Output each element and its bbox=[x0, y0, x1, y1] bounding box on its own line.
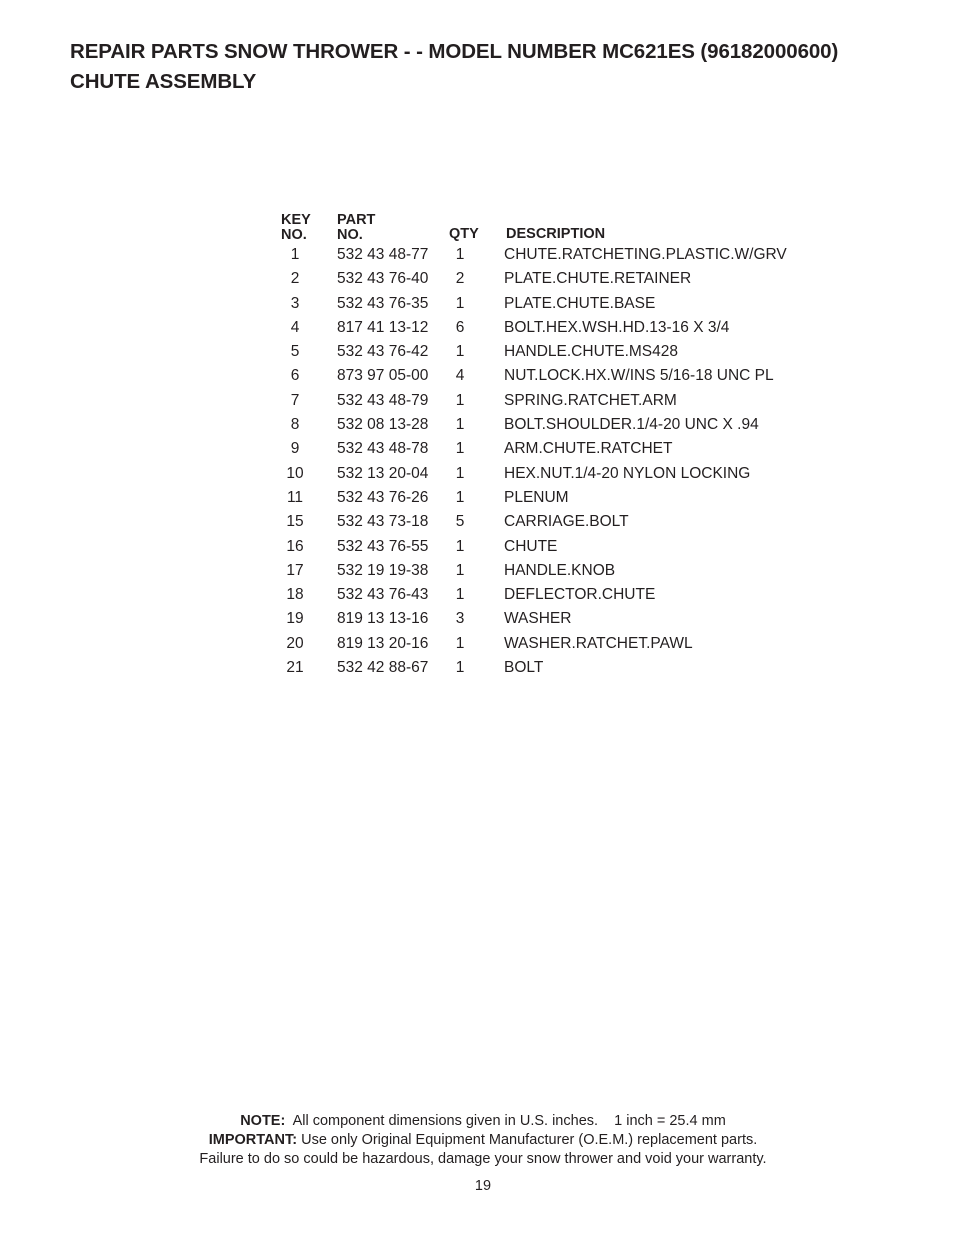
cell-description: BOLT bbox=[504, 659, 544, 677]
cell-key-no: 9 bbox=[290, 440, 300, 458]
cell-description: CHUTE.RATCHETING.PLASTIC.W/GRV bbox=[504, 246, 787, 263]
important-line bbox=[0, 1131, 954, 1150]
cell-qty: 3 bbox=[455, 610, 465, 628]
cell-qty: 1 bbox=[455, 561, 465, 579]
cell-description: BOLT.HEX.WSH.HD.13-16 X 3/4 bbox=[504, 318, 730, 336]
note-label: NOTE: bbox=[240, 1113, 286, 1129]
cell-description: PLATE.CHUTE.BASE bbox=[504, 294, 656, 312]
cell-qty: 1 bbox=[455, 659, 465, 677]
title-line-model: REPAIR PARTS SNOW THROWER - - MODEL NUMBER MC621ES (96182000600) bbox=[70, 40, 839, 63]
cell-key-no: 20 bbox=[286, 634, 304, 652]
cell-description: PLENUM bbox=[504, 488, 569, 506]
cell-part-no: 532 43 73-18 bbox=[337, 513, 429, 531]
cell-qty: 1 bbox=[455, 246, 465, 263]
cell-qty: 2 bbox=[455, 270, 465, 288]
cell-qty: 1 bbox=[455, 391, 465, 409]
cell-key-no: 5 bbox=[290, 343, 300, 361]
cell-qty: 4 bbox=[455, 367, 465, 385]
cell-part-no: 873 97 05-00 bbox=[337, 367, 429, 385]
header-description: DESCRIPTION bbox=[506, 226, 606, 242]
cell-qty: 6 bbox=[455, 318, 465, 336]
cell-part-no: 532 13 20-04 bbox=[337, 464, 429, 482]
cell-key-no: 15 bbox=[286, 513, 304, 531]
cell-key-no: 21 bbox=[286, 659, 304, 677]
header-part-line2: NO. bbox=[337, 226, 363, 243]
cell-part-no: 532 43 76-43 bbox=[337, 586, 429, 604]
cell-qty: 1 bbox=[455, 537, 465, 555]
cell-qty: 1 bbox=[455, 440, 465, 458]
cell-key-no: 4 bbox=[290, 318, 300, 336]
cell-part-no: 819 13 20-16 bbox=[337, 634, 429, 652]
cell-qty: 1 bbox=[455, 343, 465, 361]
header-part-line1: PART bbox=[337, 212, 376, 228]
cell-key-no: 6 bbox=[290, 367, 300, 385]
cell-qty: 1 bbox=[455, 416, 465, 434]
cell-key-no: 19 bbox=[286, 610, 304, 628]
cell-description: WASHER.RATCHET.PAWL bbox=[504, 634, 693, 652]
cell-part-no: 532 43 76-55 bbox=[337, 537, 429, 555]
cell-qty: 1 bbox=[455, 488, 465, 506]
cell-qty: 1 bbox=[455, 464, 465, 482]
cell-description: HANDLE.CHUTE.MS428 bbox=[504, 343, 678, 361]
cell-qty: 1 bbox=[455, 634, 465, 652]
cell-part-no: 532 43 76-42 bbox=[337, 343, 429, 361]
cell-qty: 5 bbox=[455, 513, 465, 531]
warning-line: Failure to do so could be hazardous, damage your snow thrower and void your warranty. bbox=[199, 1151, 767, 1167]
cell-key-no: 10 bbox=[286, 464, 304, 482]
cell-part-no: 819 13 13-16 bbox=[337, 610, 429, 628]
header-key-line2: NO. bbox=[281, 226, 307, 243]
cell-part-no: 532 19 19-38 bbox=[337, 561, 429, 579]
note-line bbox=[0, 1112, 954, 1131]
cell-description: CHUTE bbox=[504, 537, 558, 555]
cell-description: HANDLE.KNOB bbox=[504, 561, 616, 579]
cell-description: NUT.LOCK.HX.W/INS 5/16-18 UNC PL bbox=[504, 367, 774, 385]
cell-part-no: 532 43 48-78 bbox=[337, 440, 429, 458]
title-line-assembly: CHUTE ASSEMBLY bbox=[70, 70, 257, 93]
header-qty: QTY bbox=[449, 226, 479, 242]
cell-description: PLATE.CHUTE.RETAINER bbox=[504, 270, 692, 288]
cell-description: ARM.CHUTE.RATCHET bbox=[504, 440, 673, 458]
cell-part-no: 532 42 88-67 bbox=[337, 659, 429, 677]
cell-description: BOLT.SHOULDER.1/4-20 UNC X .94 bbox=[504, 416, 759, 434]
cell-part-no: 532 43 48-77 bbox=[337, 246, 429, 263]
header-key-no bbox=[281, 213, 311, 242]
cell-key-no: 3 bbox=[290, 294, 300, 312]
cell-key-no: 8 bbox=[290, 416, 300, 434]
cell-part-no: 532 43 48-79 bbox=[337, 391, 429, 409]
cell-part-no: 532 08 13-28 bbox=[337, 416, 429, 434]
cell-key-no: 7 bbox=[290, 391, 300, 409]
page-number: 19 bbox=[474, 1178, 492, 1194]
cell-key-no: 1 bbox=[290, 246, 300, 263]
cell-qty: 1 bbox=[455, 294, 465, 312]
cell-key-no: 16 bbox=[286, 537, 304, 555]
important-text: Use only Original Equipment Manufacturer (O.E.M.) replacement parts. bbox=[297, 1132, 758, 1148]
page-title bbox=[70, 37, 930, 97]
cell-description: SPRING.RATCHET.ARM bbox=[504, 391, 677, 409]
cell-description: WASHER bbox=[504, 610, 572, 628]
important-label: IMPORTANT: bbox=[208, 1132, 298, 1148]
header-key-line1: KEY bbox=[281, 212, 311, 228]
cell-key-no: 17 bbox=[286, 561, 304, 579]
cell-part-no: 532 43 76-40 bbox=[337, 270, 429, 288]
cell-part-no: 817 41 13-12 bbox=[337, 318, 429, 336]
cell-part-no: 532 43 76-26 bbox=[337, 488, 429, 506]
cell-part-no: 532 43 76-35 bbox=[337, 294, 429, 312]
cell-key-no: 2 bbox=[290, 270, 300, 288]
header-part-no bbox=[337, 213, 375, 242]
cell-description: CARRIAGE.BOLT bbox=[504, 513, 629, 531]
cell-key-no: 18 bbox=[286, 586, 304, 604]
cell-description: DEFLECTOR.CHUTE bbox=[504, 586, 656, 604]
footer-notes bbox=[0, 1112, 954, 1169]
note-text: All component dimensions given in U.S. inches. 1 inch = 25.4 mm bbox=[285, 1113, 726, 1129]
cell-key-no: 11 bbox=[286, 488, 304, 506]
cell-qty: 1 bbox=[455, 586, 465, 604]
cell-description: HEX.NUT.1/4-20 NYLON LOCKING bbox=[504, 464, 751, 482]
